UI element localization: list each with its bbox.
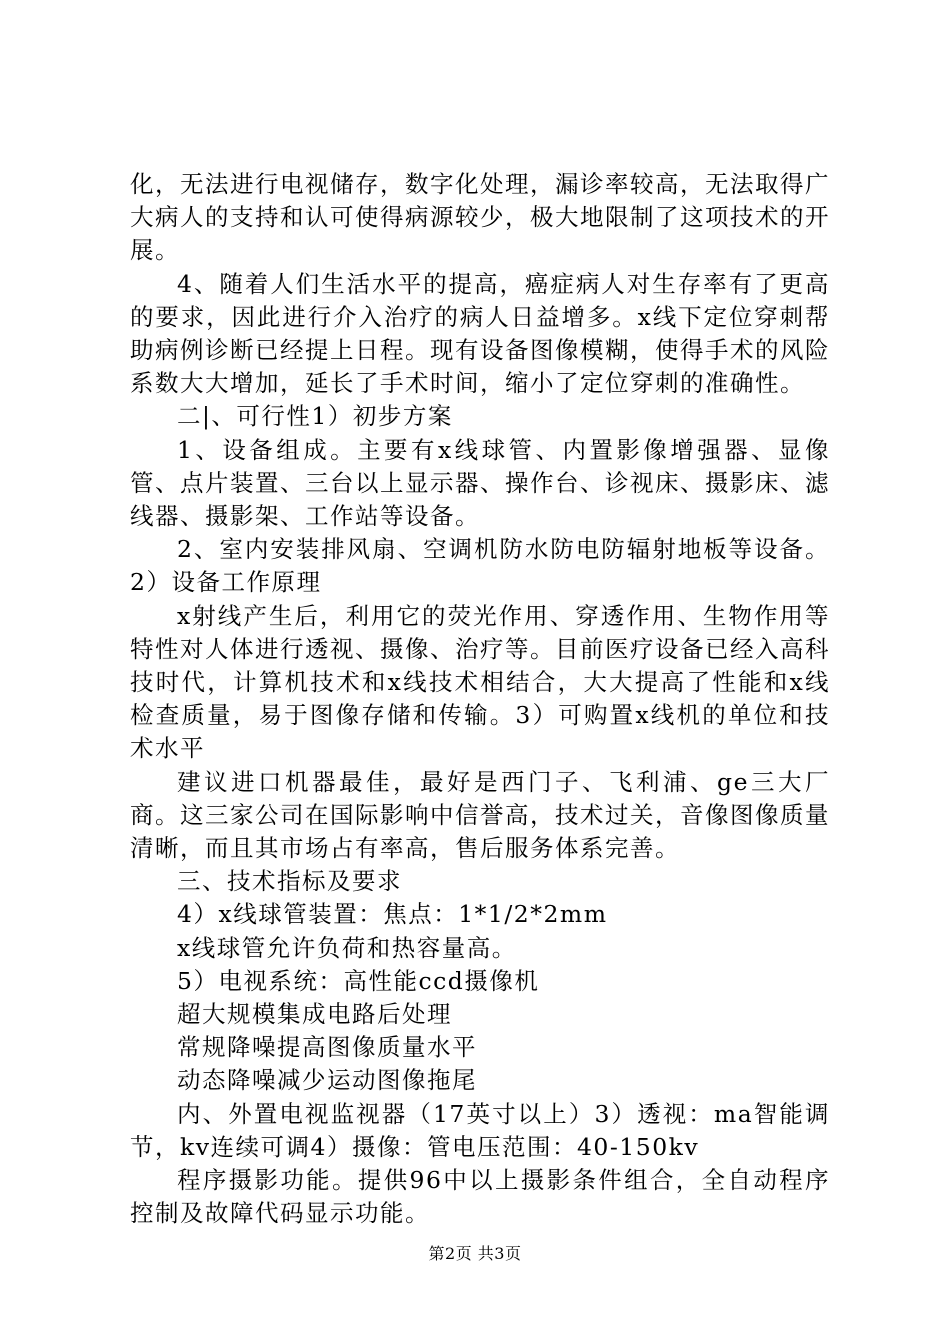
paragraph-equipment-composition: 1、设备组成。主要有x线球管、内置影像增强器、显像管、点片装置、三台以上显示器、操作台、诊视床、摄影床、滤线器、摄影架、工作站等设备。 [130,435,830,531]
spec-tv-system: 5）电视系统：高性能ccd摄像机 [177,966,540,995]
section-heading-technical-specs: 三、技术指标及要求 [177,867,402,896]
page-number-footer: 第2页 共3页 [428,1244,522,1263]
spec-post-processing: 超大规模集成电路后处理 [177,1000,452,1029]
spec-tube-focus: 4）x线球管装置：焦点：1*1/2*2mm [177,900,608,929]
spec-monitor-fluoroscopy: 内、外置电视监视器（17英寸以上）3）透视：ma智能调节，kv连续可调4）摄像：管电压范围：40-150kv [130,1099,830,1161]
paragraph-1: 化，无法进行电视储存，数字化处理，漏诊率较高，无法取得广大病人的支持和认可使得病源较少，极大地限制了这项技术的开展。 [130,170,830,265]
document-body [130,168,830,1231]
paragraph-vendor-suggestion: 建议进口机器最佳，最好是西门子、飞利浦、ge三大厂商。这三家公司在国际影响中信誉高，技术过关，音像图像质量清晰，而且其市场占有率高，售后服务体系完善。 [130,767,830,863]
spec-program-photography: 程序摄影功能。提供96中以上摄影条件组合，全自动程序控制及故障代码显示功能。 [130,1166,830,1228]
spec-noise-reduction: 常规降噪提高图像质量水平 [177,1033,477,1062]
spec-tube-load: x线球管允许负荷和热容量高。 [177,933,517,962]
paragraph-room-installation: 2、室内安装排风扇、空调机防水防电防辐射地板等设备。2）设备工作原理 [130,535,830,597]
paragraph-2: 4、随着人们生活水平的提高，癌症病人对生存率有了更高的要求，因此进行介入治疗的病人日益增多。x线下定位穿刺帮助病例诊断已经提上日程。现有设备图像模糊，使得手术的风险系数大大增加，延长了手术时间，缩小了定位穿刺的准确性。 [130,269,830,398]
section-heading-feasibility: 二|、可行性1）初步方案 [177,402,453,431]
spec-dynamic-noise-reduction: 动态降噪减少运动图像拖尾 [177,1066,477,1095]
paragraph-working-principle: x射线产生后，利用它的荧光作用、穿透作用、生物作用等特性对人体进行透视、摄像、治疗等。目前医疗设备已经入高科技时代，计算机技术和x线技术相结合，大大提高了性能和x线检查质量，易于图像存储和传输。3）可购置x线机的单位和技术水平 [130,601,830,763]
